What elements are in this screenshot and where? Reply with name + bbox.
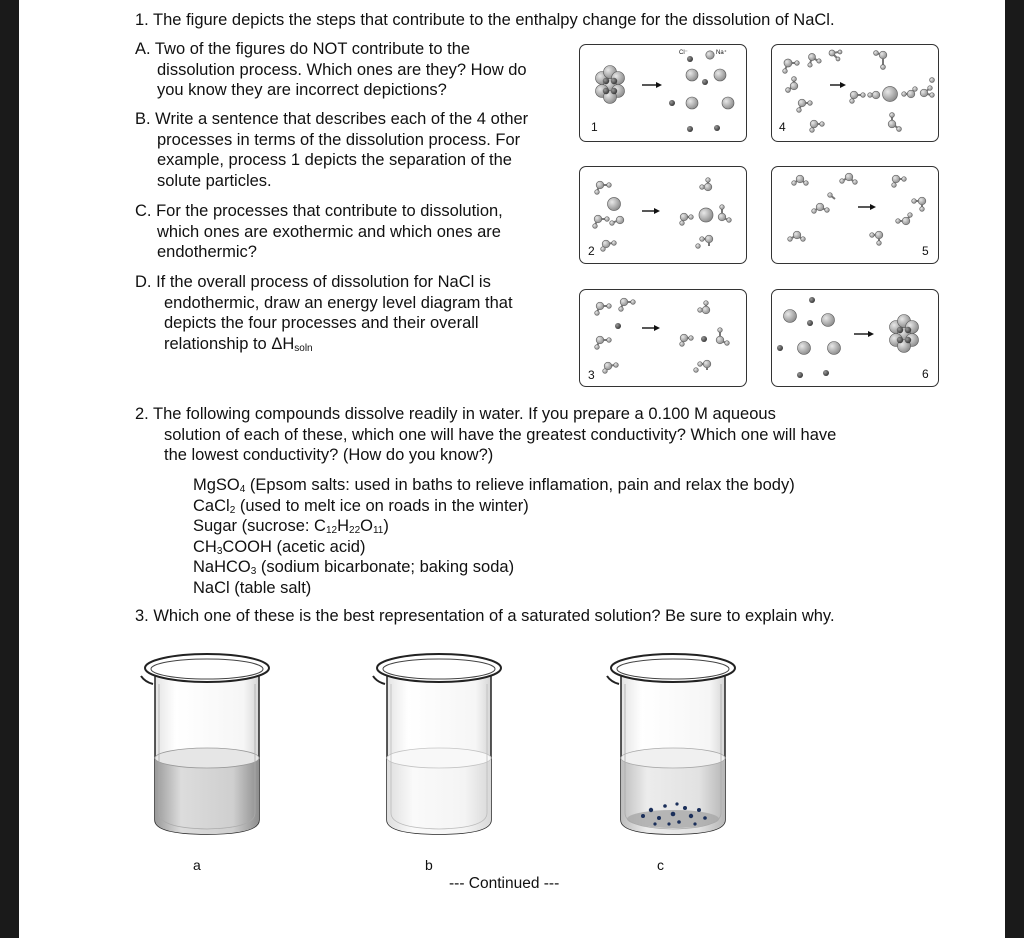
compound-sucrose-a: Sugar (sucrose: C [193,517,326,535]
arrow-icon [654,325,660,331]
panel-3-drawing [580,290,748,388]
q1-c-line2: which ones are exothermic and which ones are [157,222,501,241]
compound-nahco3-b: (sodium bicarbonate; baking soda) [256,558,515,576]
compound-mgso4 [193,475,795,496]
compound-cacl2 [193,496,529,517]
beaker-a [137,648,279,848]
beaker-c [603,648,745,848]
q2-line3: the lowest conductivity? (How do you know?) [164,446,494,464]
process-panel-3 [579,289,747,387]
q1-d-line4-text: relationship to ΔH [164,334,295,353]
q3-question: 3. Which one of these is the best representation of a saturated solution? Be sure to explain why. [135,607,835,625]
panel-2-drawing [580,167,748,265]
beaker-a-label: a [193,857,201,873]
q1-c-line3: endothermic? [157,243,257,261]
nacl-lattice-reformed [890,315,919,353]
q1-b-line2: processes in terms of the dissolution process. For [157,130,521,149]
compound-mgso4-sub: 4 [239,484,246,495]
arrow-icon [656,82,662,88]
q2-intro [135,404,935,468]
beaker-b-label: b [425,857,433,873]
compound-nacl [193,578,311,599]
q1-d-line2: endothermic, draw an energy level diagram that [164,293,513,312]
compound-sucrose-sub1: 12 [325,525,338,536]
q1-d-line3: depicts the four processes and their overall [164,314,479,332]
panel-1-number: 1 [591,120,598,134]
q2-compound-list [193,475,893,601]
q2-line2: solution of each of these, which one will have the greatest conductivity? Which one will have [164,425,837,444]
panel-1-drawing [580,45,748,143]
arrow-icon [870,204,876,210]
q1-part-b [135,109,575,193]
q1-d-subscript: soln [294,342,313,354]
panel-3-number: 3 [588,368,595,382]
q1-a-line3: you know they are incorrect depictions? [157,81,447,99]
arrow-icon [654,208,660,214]
compound-nahco3-sub: 3 [250,566,257,577]
compound-acetic-sub: 3 [216,545,223,557]
beaker-b [369,648,511,848]
compound-acetic-b: COOH (acetic acid) [222,537,366,556]
q1-part-a [135,39,575,103]
compound-mgso4-a: MgSO [193,476,240,494]
q1-c-line1: C. For the processes that contribute to dissolution, [135,202,503,220]
compound-nacl-a: NaCl (table salt) [193,578,312,597]
worksheet-page [19,0,1005,938]
footer-continued: --- Continued --- [449,875,560,892]
process-panel-6 [771,289,939,387]
panel-4-drawing [772,45,940,143]
panel-6-drawing [772,290,940,388]
compound-sucrose-b: ) [383,517,389,535]
panel-4-number: 4 [779,120,786,134]
compound-sucrose [193,516,389,537]
compound-acetic-a: CH [193,537,217,556]
legend-chloride: Cl⁻ [679,50,688,56]
process-panel-1 [579,44,747,142]
panel-2-number: 2 [588,244,595,258]
panel-6-number: 6 [922,367,929,381]
process-panel-5 [771,166,939,264]
panel-5-number: 5 [922,244,929,258]
q1-d-line4 [164,334,313,355]
q1-a-line1: A. Two of the figures do NOT contribute to the [135,40,471,58]
compound-nahco3-a: NaHCO [193,558,251,576]
compound-mgso4-b: (Epsom salts: used in baths to relieve inflamation, pain and relax the body) [245,476,795,494]
compound-sucrose-o: O [360,517,373,535]
compound-cacl2-b: (used to melt ice on roads in the winter) [235,496,529,515]
compound-cacl2-a: CaCl [193,496,230,515]
water-molecules [783,50,935,132]
q1-b-line4: solute particles. [157,171,272,190]
q1-title: 1. The figure depicts the steps that contribute to the enthalpy change for the dissolution of NaCl. [135,11,835,29]
q1-b-line1: B. Write a sentence that describes each of the 4 other [135,110,529,128]
compound-acetic-acid [193,537,365,558]
compound-sucrose-h: H [337,517,350,535]
process-panel-4 [771,44,939,142]
q1-part-d [135,272,575,356]
compound-sucrose-sub3: 11 [372,525,384,536]
arrow-icon [840,82,846,88]
q1-d-line1: D. If the overall process of dissolution for NaCl is [135,273,491,291]
q1-a-line2: dissolution process. Which ones are they? How do [157,60,527,79]
arrow-icon [868,331,874,337]
compound-sucrose-sub2: 22 [349,525,361,536]
process-panel-2 [579,166,747,264]
nacl-lattice [596,66,625,104]
beaker-c-label: c [657,857,664,873]
panel-5-drawing [772,167,940,265]
q1-b-line3: example, process 1 depicts the separation of the [157,151,512,169]
compound-nahco3 [193,557,514,578]
compound-cacl2-sub: 2 [229,504,236,516]
legend-sodium: Na⁺ [716,50,727,56]
q2-line1: 2. The following compounds dissolve readily in water. If you prepare a 0.100 M aqueous [135,405,776,423]
q1-part-c [135,201,575,265]
